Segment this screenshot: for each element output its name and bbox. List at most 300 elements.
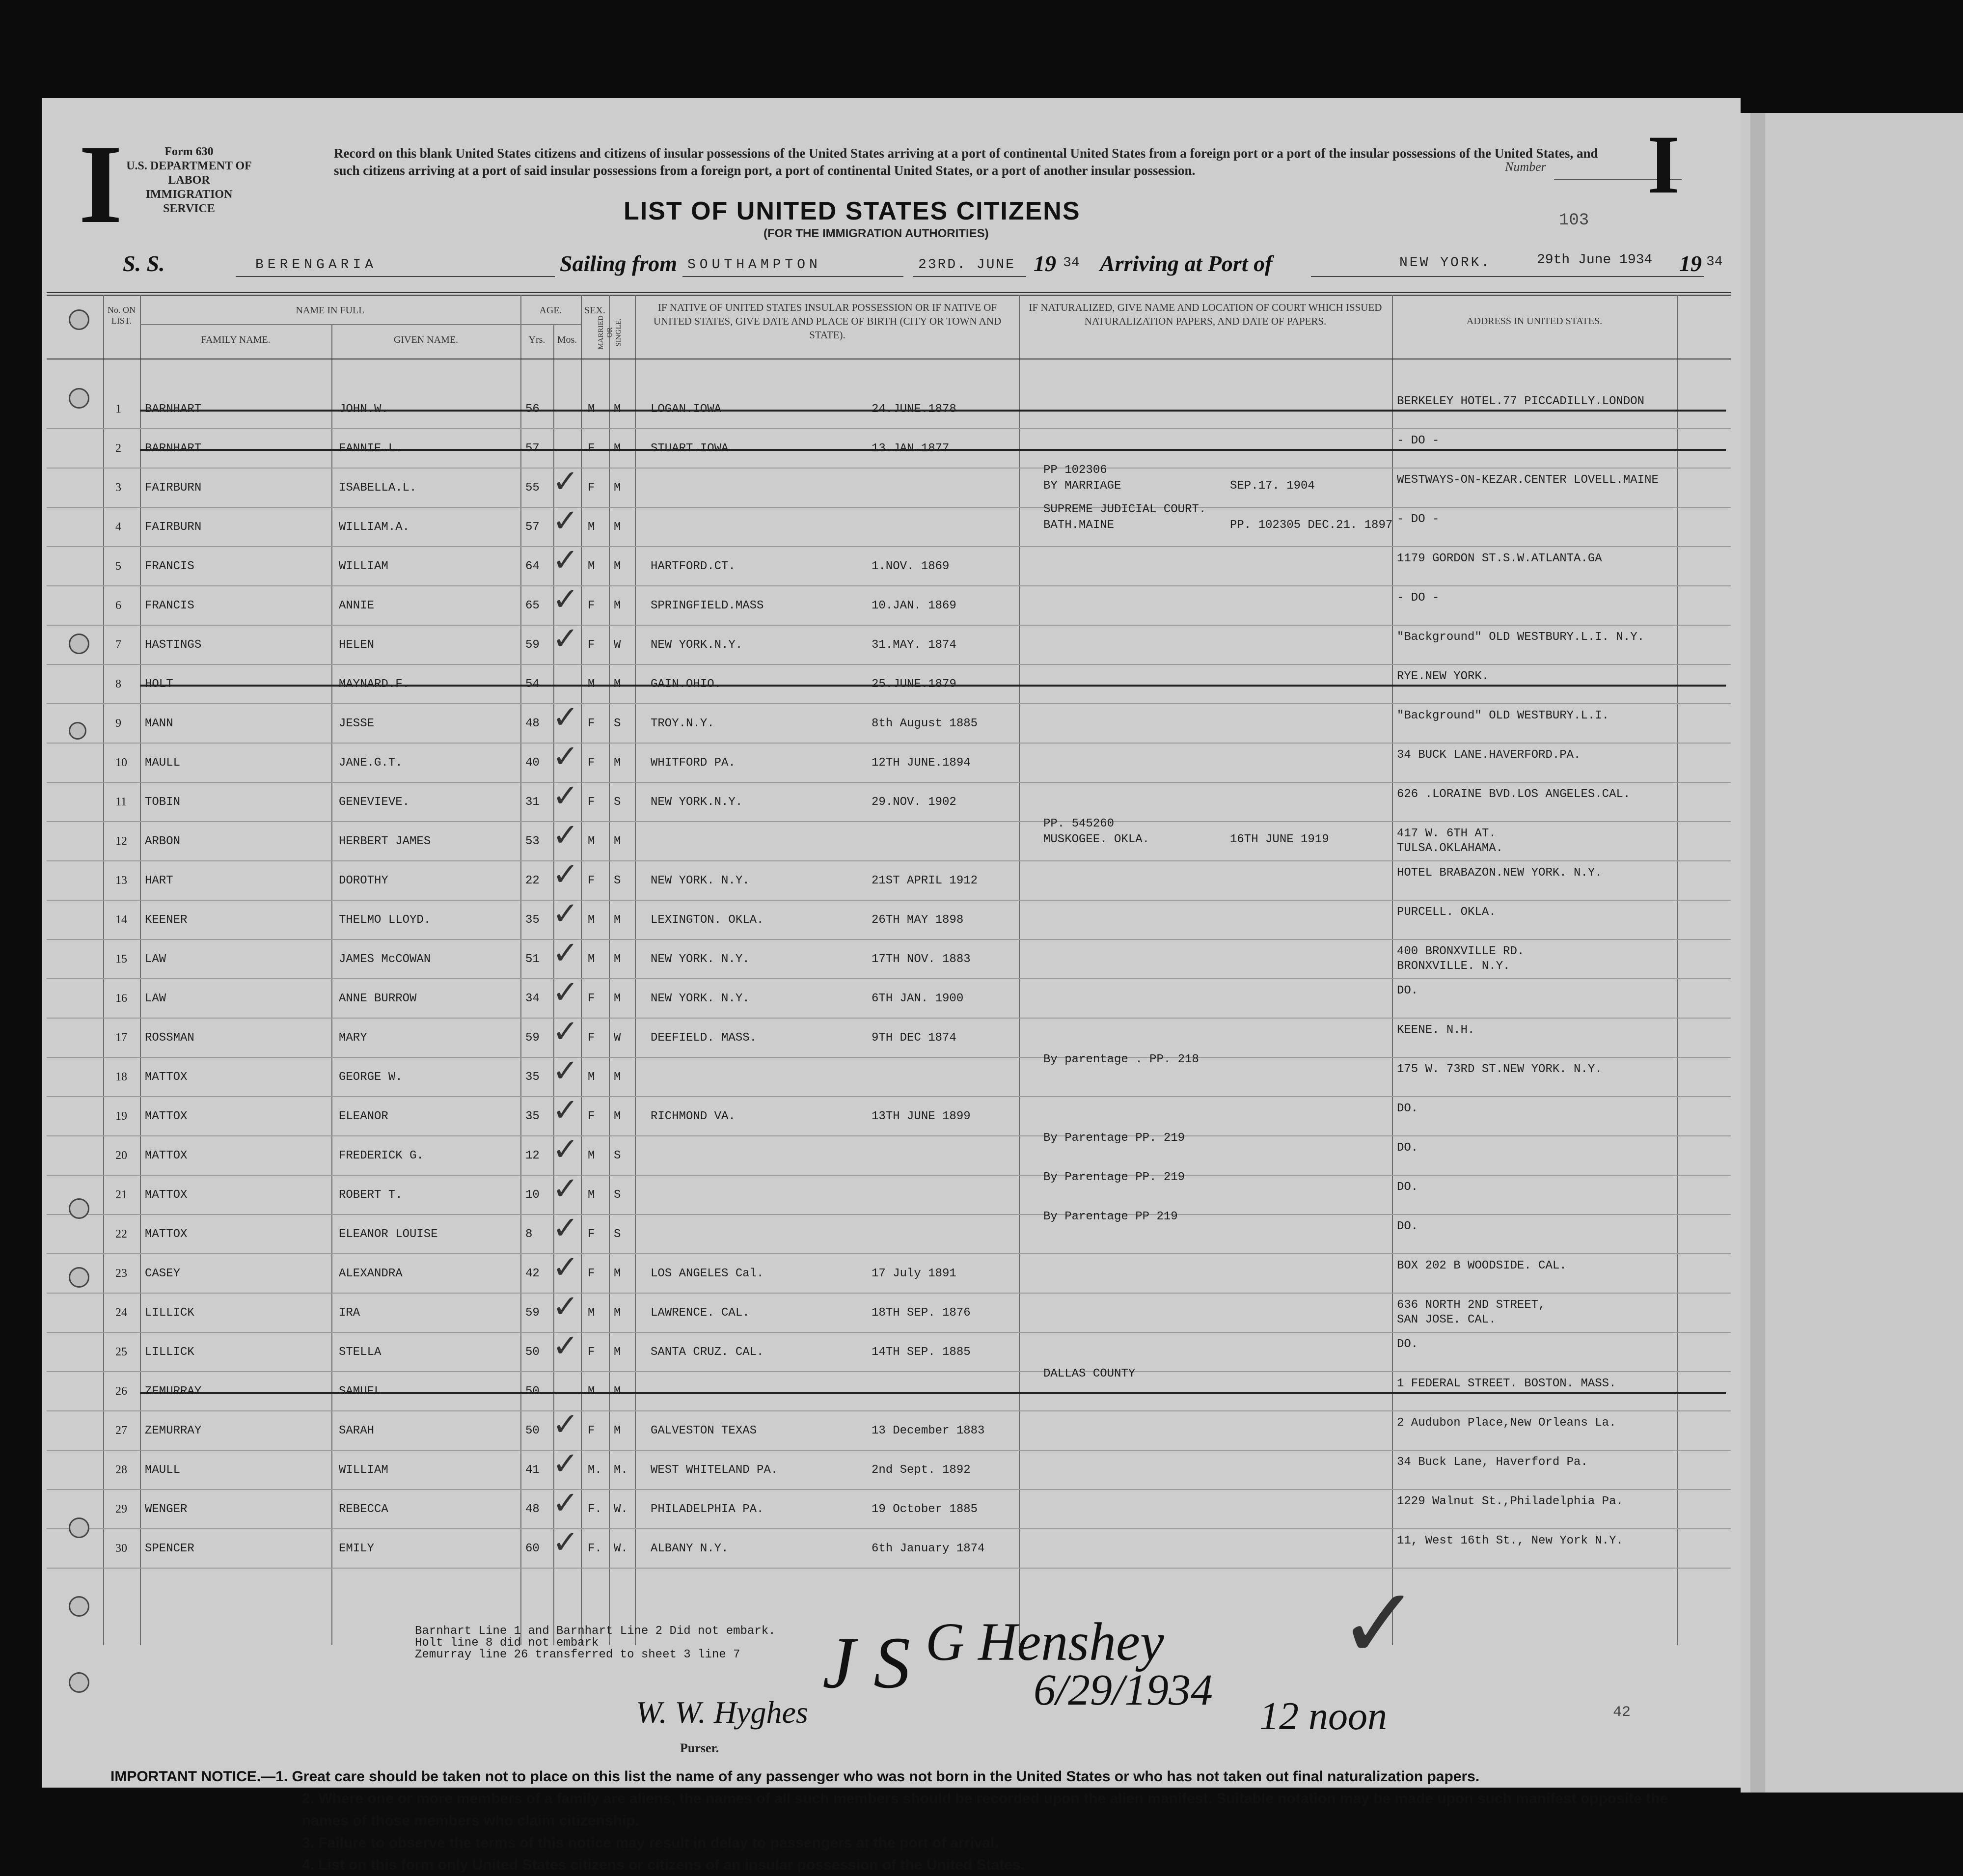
form-info bbox=[125, 145, 253, 216]
address-line-1: 626 .LORAINE BVD.LOS ANGELES.CAL. bbox=[1397, 788, 1631, 801]
sex: F bbox=[588, 638, 595, 652]
signature-date: 6/29/1934 bbox=[1034, 1666, 1213, 1714]
birth-place: HARTFORD.CT. bbox=[651, 560, 736, 573]
sex: M bbox=[588, 953, 595, 966]
row-rule bbox=[47, 546, 1731, 547]
check-mark: ✓ bbox=[552, 1328, 579, 1363]
check-mark: ✓ bbox=[552, 582, 579, 617]
birth-date: 8th August 1885 bbox=[872, 717, 978, 730]
row-rule bbox=[47, 1410, 1731, 1411]
adjacent-sheet bbox=[1741, 113, 1963, 1793]
stamp-number: 103 bbox=[1559, 211, 1589, 230]
family-name: ZEMURRAY bbox=[145, 1424, 202, 1437]
sex: F. bbox=[588, 1542, 602, 1555]
row-rule bbox=[47, 939, 1731, 940]
marital-status: M bbox=[614, 560, 621, 573]
row-rule bbox=[47, 1018, 1731, 1019]
row-rule bbox=[47, 1096, 1731, 1097]
family-name: MAULL bbox=[145, 1463, 181, 1477]
address-line-2: SAN JOSE. CAL. bbox=[1397, 1313, 1496, 1326]
address-line-1: DO. bbox=[1397, 984, 1418, 997]
address-line-1: BERKELEY HOTEL.77 PICCADILLY.LONDON bbox=[1397, 395, 1645, 408]
check-mark: ✓ bbox=[552, 818, 579, 853]
address-line-1: 2 Audubon Place,New Orleans La. bbox=[1397, 1416, 1616, 1430]
age-years: 60 bbox=[525, 1542, 540, 1555]
row-rule bbox=[47, 1175, 1731, 1176]
row-number: 7 bbox=[115, 638, 121, 651]
birth-date: 13 December 1883 bbox=[872, 1424, 985, 1437]
birth-place: LEXINGTON. OKLA. bbox=[651, 913, 764, 927]
address-line-1: HOTEL BRABAZON.NEW YORK. N.Y. bbox=[1397, 866, 1602, 880]
col-address: ADDRESS IN UNITED STATES. bbox=[1466, 316, 1603, 327]
birth-date: 2nd Sept. 1892 bbox=[872, 1463, 971, 1477]
table-row bbox=[42, 434, 1741, 475]
family-name: LILLICK bbox=[145, 1306, 194, 1320]
family-name: MATTOX bbox=[145, 1110, 188, 1123]
age-years: 59 bbox=[525, 638, 540, 652]
table-row bbox=[42, 1093, 1741, 1143]
birth-date: 29.NOV. 1902 bbox=[872, 796, 956, 809]
check-mark: ✓ bbox=[552, 896, 579, 931]
col-no: No. ON LIST. bbox=[108, 305, 136, 326]
form-service: IMMIGRATION SERVICE bbox=[145, 188, 233, 215]
table-row bbox=[42, 1171, 1741, 1222]
given-name: SARAH bbox=[339, 1424, 375, 1437]
marital-status: M bbox=[614, 953, 621, 966]
sex: M bbox=[588, 1071, 595, 1084]
row-rule bbox=[47, 1057, 1731, 1058]
family-name: HART bbox=[145, 874, 173, 887]
address-line-1: - DO - bbox=[1397, 513, 1440, 526]
adjacent-sheet-edge bbox=[1750, 113, 1765, 1793]
family-name: FRANCIS bbox=[145, 599, 194, 612]
year2-prefix: 19 bbox=[1679, 251, 1702, 276]
check-mark: ✓ bbox=[552, 1132, 579, 1167]
age-years: 48 bbox=[525, 1503, 540, 1516]
family-name: MATTOX bbox=[145, 1149, 188, 1162]
marital-status: W bbox=[614, 1031, 621, 1045]
marital-status: M bbox=[614, 1306, 621, 1320]
table-row bbox=[42, 670, 1741, 711]
check-mark: ✓ bbox=[552, 700, 579, 735]
naturalization-line-2: BY MARRIAGE bbox=[1043, 479, 1121, 493]
punch-hole bbox=[69, 388, 89, 409]
family-name: ARBON bbox=[145, 835, 181, 848]
family-name: LILLICK bbox=[145, 1346, 194, 1359]
check-mark: ✓ bbox=[552, 739, 579, 774]
birth-place: WHITFORD PA. bbox=[651, 756, 736, 770]
given-name: ANNIE bbox=[339, 599, 375, 612]
check-mark: ✓ bbox=[552, 1446, 579, 1481]
family-name: FRANCIS bbox=[145, 560, 194, 573]
birth-date: 10.JAN. 1869 bbox=[872, 599, 956, 612]
given-name: JAMES McCOWAN bbox=[339, 953, 431, 966]
given-name: ALEXANDRA bbox=[339, 1267, 403, 1280]
given-name: MARY bbox=[339, 1031, 367, 1045]
col-age: AGE. bbox=[539, 305, 562, 316]
naturalization-line-1: SUPREME JUDICIAL COURT. bbox=[1043, 503, 1206, 516]
sex: M bbox=[588, 1306, 595, 1320]
sex: F bbox=[588, 796, 595, 809]
age-years: 55 bbox=[525, 481, 540, 495]
ss-label: S. S. bbox=[123, 251, 165, 276]
year2-suffix: 34 bbox=[1706, 254, 1723, 270]
birth-date: 26TH MAY 1898 bbox=[872, 913, 964, 927]
check-mark: ✓ bbox=[552, 1014, 579, 1049]
address-line-1: PURCELL. OKLA. bbox=[1397, 906, 1496, 919]
birth-date: 14TH SEP. 1885 bbox=[872, 1346, 971, 1359]
side-mark-left: I bbox=[79, 121, 123, 247]
address-line-1: DO. bbox=[1397, 1102, 1418, 1115]
birth-place: SANTA CRUZ. CAL. bbox=[651, 1346, 764, 1359]
address-line-1: 11, West 16th St., New York N.Y. bbox=[1397, 1534, 1623, 1547]
age-years: 57 bbox=[525, 521, 540, 534]
birth-place: ALBANY N.Y. bbox=[651, 1542, 729, 1555]
row-number: 12 bbox=[115, 835, 127, 848]
given-name: IRA bbox=[339, 1306, 360, 1320]
note-2: Holt line 8 did not embark bbox=[415, 1636, 599, 1650]
col-mos: Mos. bbox=[557, 334, 577, 345]
address-line-1: 34 Buck Lane, Haverford Pa. bbox=[1397, 1456, 1588, 1469]
row-number: 10 bbox=[115, 756, 127, 769]
given-name: REBECCA bbox=[339, 1503, 388, 1516]
check-mark: ✓ bbox=[552, 621, 579, 656]
marital-status: M. bbox=[614, 1463, 628, 1477]
address-line-1: "Background" OLD WESTBURY.L.I. bbox=[1397, 709, 1609, 722]
sex: F bbox=[588, 874, 595, 887]
age-years: 40 bbox=[525, 756, 540, 770]
punch-hole bbox=[69, 309, 89, 330]
row-number: 15 bbox=[115, 953, 127, 966]
col-name-in-full: NAME IN FULL bbox=[296, 305, 365, 316]
family-name: MATTOX bbox=[145, 1188, 188, 1202]
page-number: 42 bbox=[1613, 1704, 1631, 1721]
row-number: 27 bbox=[115, 1424, 127, 1437]
sex: M bbox=[588, 1188, 595, 1202]
row-number: 25 bbox=[115, 1346, 127, 1358]
family-name: MAULL bbox=[145, 756, 181, 770]
row-number: 13 bbox=[115, 874, 127, 887]
address-line-1: DO. bbox=[1397, 1220, 1418, 1233]
year-suffix: 34 bbox=[1063, 255, 1080, 271]
row-number: 28 bbox=[115, 1463, 127, 1476]
family-name: HASTINGS bbox=[145, 638, 202, 652]
form-number: Form 630 bbox=[164, 145, 214, 158]
table-row bbox=[42, 1053, 1741, 1104]
check-mark: ✓ bbox=[552, 1053, 579, 1088]
birth-place: NEW YORK. N.Y. bbox=[651, 874, 750, 887]
sex: F bbox=[588, 1031, 595, 1045]
birth-place: GALVESTON TEXAS bbox=[651, 1424, 757, 1437]
age-years: 35 bbox=[525, 1110, 540, 1123]
embark-notes bbox=[415, 1626, 776, 1661]
birth-date: 18TH SEP. 1876 bbox=[872, 1306, 971, 1320]
marital-status: S bbox=[614, 1188, 621, 1202]
table-row bbox=[42, 936, 1741, 986]
row-rule bbox=[47, 585, 1731, 586]
row-number: 21 bbox=[115, 1188, 127, 1201]
row-rule bbox=[47, 664, 1731, 665]
birth-date: 17TH NOV. 1883 bbox=[872, 953, 971, 966]
age-years: 51 bbox=[525, 953, 540, 966]
row-rule bbox=[47, 1450, 1731, 1451]
table-row bbox=[42, 621, 1741, 672]
age-years: 31 bbox=[525, 796, 540, 809]
family-name: LAW bbox=[145, 953, 166, 966]
age-years: 12 bbox=[525, 1149, 540, 1162]
address-line-1: 1179 GORDON ST.S.W.ATLANTA.GA bbox=[1397, 552, 1602, 565]
age-years: 41 bbox=[525, 1463, 540, 1477]
address-line-1: DO. bbox=[1397, 1338, 1418, 1351]
age-years: 64 bbox=[525, 560, 540, 573]
given-name: STELLA bbox=[339, 1346, 382, 1359]
table-row bbox=[42, 739, 1741, 790]
family-name: FAIRBURN bbox=[145, 521, 202, 534]
row-rule bbox=[47, 860, 1731, 861]
row-rule bbox=[47, 625, 1731, 626]
row-rule bbox=[47, 1253, 1731, 1254]
row-rule bbox=[47, 1371, 1731, 1372]
table-row bbox=[42, 1328, 1741, 1379]
check-mark: ✓ bbox=[552, 543, 579, 578]
given-name: WILLIAM bbox=[339, 1463, 388, 1477]
birth-date: 1.NOV. 1869 bbox=[872, 560, 950, 573]
row-number: 8 bbox=[115, 678, 121, 690]
strikethrough-line bbox=[140, 449, 1726, 451]
birth-place: NEW YORK. N.Y. bbox=[651, 953, 750, 966]
strikethrough-line bbox=[140, 1392, 1726, 1394]
naturalization-line-3: SEP.17. 1904 bbox=[1230, 479, 1315, 493]
row-rule bbox=[47, 703, 1731, 704]
sex: M bbox=[588, 521, 595, 534]
arriving-label: Arriving at Port of bbox=[1100, 251, 1273, 276]
strikethrough-line bbox=[140, 410, 1726, 412]
row-rule bbox=[47, 900, 1731, 901]
form-department: U.S. DEPARTMENT OF LABOR bbox=[126, 160, 252, 187]
table-row bbox=[42, 700, 1741, 750]
table-row bbox=[42, 1367, 1741, 1418]
age-years: 50 bbox=[525, 1424, 540, 1437]
address-line-1: DO. bbox=[1397, 1181, 1418, 1194]
check-mark: ✓ bbox=[552, 1407, 579, 1442]
row-number: 2 bbox=[115, 442, 121, 455]
punch-hole bbox=[69, 1596, 89, 1617]
inspector-signature: G Henshey bbox=[926, 1612, 1164, 1672]
table-row bbox=[42, 1131, 1741, 1183]
record-instructions: Record on this blank United States citizens and citizens of insular possessions of the United States arriving at a port of continental United States from a foreign port or a port of the insular possessions of the United States, and such citizens arriving at a port of said insular possessions from a foreign port, a port of continental United States, or a port of another insular possession. bbox=[334, 146, 1598, 178]
table-row bbox=[42, 975, 1741, 1025]
marital-status: M bbox=[614, 835, 621, 848]
naturalization-line-3: PP. 102305 DEC.21. 1897 bbox=[1230, 519, 1393, 532]
age-years: 10 bbox=[525, 1188, 540, 1202]
punch-hole bbox=[69, 634, 89, 654]
row-number: 22 bbox=[115, 1228, 127, 1241]
row-rule bbox=[47, 1214, 1731, 1215]
family-name: TOBIN bbox=[145, 796, 181, 809]
marital-status: W bbox=[614, 638, 621, 652]
col-sex: SEX. bbox=[584, 305, 605, 316]
row-rule bbox=[47, 1489, 1731, 1490]
table-row bbox=[42, 1250, 1741, 1300]
row-rule bbox=[47, 978, 1731, 979]
table-row bbox=[42, 1289, 1741, 1340]
sex: M. bbox=[588, 1463, 602, 1477]
address-line-1: 1 FEDERAL STREET. BOSTON. MASS. bbox=[1397, 1377, 1616, 1390]
address-line-2: TULSA.OKLAHAMA. bbox=[1397, 842, 1503, 855]
row-number: 17 bbox=[115, 1031, 127, 1044]
age-years: 53 bbox=[525, 835, 540, 848]
marital-status: M bbox=[614, 913, 621, 927]
col-birth: IF NATIVE OF UNITED STATES INSULAR POSSESSION OR IF NATIVE OF UNITED STATES, GIVE DATE AND PLACE OF BIRTH (CITY OR TOWN AND STATE). bbox=[653, 302, 1002, 341]
row-number: 1 bbox=[115, 403, 121, 415]
naturalization-line-1: PP 102306 bbox=[1043, 464, 1107, 477]
table-row bbox=[42, 1407, 1741, 1458]
address-line-2: BRONXVILLE. N.Y. bbox=[1397, 960, 1510, 973]
table-row bbox=[42, 1525, 1741, 1575]
address-line-1: 175 W. 73RD ST.NEW YORK. N.Y. bbox=[1397, 1063, 1602, 1076]
marital-status: M bbox=[614, 1267, 621, 1280]
col-family-name: FAMILY NAME. bbox=[201, 334, 271, 345]
sex: M bbox=[588, 835, 595, 848]
large-check-mark: ✓ bbox=[1338, 1571, 1420, 1679]
given-name: JANE.G.T. bbox=[339, 756, 403, 770]
address-line-1: 636 NORTH 2ND STREET, bbox=[1397, 1298, 1546, 1312]
given-name: THELMO LLOYD. bbox=[339, 913, 431, 927]
birth-place: PHILADELPHIA PA. bbox=[651, 1503, 764, 1516]
marital-status: S bbox=[614, 717, 621, 730]
check-mark: ✓ bbox=[552, 1171, 579, 1206]
address-line-1: 1229 Walnut St.,Philadelphia Pa. bbox=[1397, 1495, 1623, 1508]
punch-hole bbox=[69, 1672, 89, 1693]
row-number: 30 bbox=[115, 1542, 127, 1555]
age-years: 35 bbox=[525, 913, 540, 927]
punch-hole bbox=[69, 1267, 89, 1288]
sex: M bbox=[588, 913, 595, 927]
marital-status: M bbox=[614, 481, 621, 495]
col-naturalized: IF NATURALIZED, GIVE NAME AND LOCATION OF COURT WHICH ISSUED NATURALIZATION PAPERS, AND DATE OF PAPERS. bbox=[1029, 302, 1382, 327]
marital-status: M bbox=[614, 521, 621, 534]
row-rule bbox=[47, 468, 1731, 469]
given-name: JESSE bbox=[339, 717, 375, 730]
naturalization-line-1: DALLAS COUNTY bbox=[1043, 1367, 1136, 1380]
sex: F bbox=[588, 717, 595, 730]
table-row bbox=[42, 464, 1741, 515]
check-mark: ✓ bbox=[552, 975, 579, 1010]
from-port: SOUTHAMPTON bbox=[687, 257, 821, 273]
given-name: WILLIAM bbox=[339, 560, 388, 573]
row-number: 3 bbox=[115, 481, 121, 494]
address-line-1: 400 BRONXVILLE RD. bbox=[1397, 945, 1525, 958]
birth-date: 6TH JAN. 1900 bbox=[872, 992, 964, 1005]
document-subtitle: (FOR THE IMMIGRATION AUTHORITIES) bbox=[763, 227, 989, 240]
check-mark: ✓ bbox=[552, 857, 579, 892]
address-line-1: RYE.NEW YORK. bbox=[1397, 670, 1489, 683]
family-name: ROSSMAN bbox=[145, 1031, 194, 1045]
given-name: FREDERICK G. bbox=[339, 1149, 424, 1162]
table-row bbox=[42, 543, 1741, 593]
row-rule bbox=[47, 428, 1731, 429]
birth-date: 9TH DEC 1874 bbox=[872, 1031, 956, 1045]
naturalization-line-1: By Parentage PP 219 bbox=[1043, 1210, 1178, 1223]
marital-status: S bbox=[614, 796, 621, 809]
row-number: 18 bbox=[115, 1071, 127, 1083]
notice-item-2: 2. Where one or more members of a family are aliens, the names of all such members should be recorded upon the alien manifest. Suitable notation may be made upon such manifest opposite the names of those members who claim citizenship. bbox=[302, 1791, 1668, 1829]
family-name: LAW bbox=[145, 992, 166, 1005]
check-mark: ✓ bbox=[552, 936, 579, 970]
given-name: ROBERT T. bbox=[339, 1188, 403, 1202]
address-line-1: WESTWAYS-ON-KEZAR.CENTER LOVELL.MAINE bbox=[1397, 473, 1659, 487]
birth-date: 12TH JUNE.1894 bbox=[872, 756, 971, 770]
sex: M bbox=[588, 1149, 595, 1162]
birth-place: WEST WHITELAND PA. bbox=[651, 1463, 778, 1477]
marital-status: S bbox=[614, 1149, 621, 1162]
age-years: 50 bbox=[525, 1346, 540, 1359]
family-name: WENGER bbox=[145, 1503, 188, 1516]
sex: F bbox=[588, 1228, 595, 1241]
birth-place: TROY.N.Y. bbox=[651, 717, 714, 730]
age-years: 22 bbox=[525, 874, 540, 887]
row-number: 9 bbox=[115, 717, 121, 730]
naturalization-line-1: By parentage . PP. 218 bbox=[1043, 1053, 1199, 1066]
manifest-sheet bbox=[42, 98, 1741, 1873]
sex: F bbox=[588, 481, 595, 495]
given-name: ELEANOR bbox=[339, 1110, 388, 1123]
table-row bbox=[42, 503, 1741, 554]
check-mark: ✓ bbox=[552, 503, 579, 538]
arrival-date: 29th June 1934 bbox=[1537, 252, 1653, 268]
row-rule bbox=[47, 1528, 1731, 1529]
naturalization-line-1: By Parentage PP. 219 bbox=[1043, 1171, 1185, 1184]
family-name: SPENCER bbox=[145, 1542, 194, 1555]
punch-hole bbox=[69, 722, 86, 740]
signature-time: 12 noon bbox=[1259, 1695, 1387, 1738]
check-mark: ✓ bbox=[552, 1211, 579, 1245]
birth-date: 6th January 1874 bbox=[872, 1542, 985, 1555]
sex: F bbox=[588, 1346, 595, 1359]
age-years: 42 bbox=[525, 1267, 540, 1280]
strikethrough-line bbox=[140, 685, 1726, 687]
birth-place: DEEFIELD. MASS. bbox=[651, 1031, 757, 1045]
sex: F bbox=[588, 1110, 595, 1123]
note-1: Barnhart Line 1 and Barnhart Line 2 Did not embark. bbox=[415, 1625, 776, 1638]
given-name: HELEN bbox=[339, 638, 375, 652]
address-line-1: KEENE. N.H. bbox=[1397, 1023, 1475, 1037]
age-years: 59 bbox=[525, 1031, 540, 1045]
sailing-label: Sailing from bbox=[560, 251, 678, 276]
note-3: Zemurray line 26 transferred to sheet 3 line 7 bbox=[415, 1648, 740, 1661]
table-row bbox=[42, 582, 1741, 633]
marital-status: S bbox=[614, 874, 621, 887]
age-years: 34 bbox=[525, 992, 540, 1005]
family-name: FAIRBURN bbox=[145, 481, 202, 495]
check-mark: ✓ bbox=[552, 1289, 579, 1324]
row-rule bbox=[47, 1332, 1731, 1333]
family-name: MANN bbox=[145, 717, 173, 730]
age-years: 48 bbox=[525, 717, 540, 730]
address-line-1: - DO - bbox=[1397, 591, 1440, 605]
important-notice: IMPORTANT NOTICE.—1. Great care should be taken not to place on this list the name of any passenger who was not born in the United States or who has not taken out final naturalization papers. 2. Where one or more members of a family are aliens, the names of all such members should be recorded upon the alien manifest. Suitable notation may be made upon such manifest opposite the names of those members who claim citizenship. 3. Failure to observe the terms of this notice may result in delay to passengers at the port of arrival. 4. List on this form only United States citizens or citizens of an insular possession of the United States. bbox=[110, 1766, 1682, 1876]
check-mark: ✓ bbox=[552, 1093, 579, 1128]
family-name: KEENER bbox=[145, 913, 188, 927]
table-row bbox=[42, 1210, 1741, 1261]
year-prefix: 19 bbox=[1034, 251, 1056, 276]
birth-place: NEW YORK.N.Y. bbox=[651, 796, 743, 809]
age-years: 65 bbox=[525, 599, 540, 612]
check-mark: ✓ bbox=[552, 1525, 579, 1560]
row-number: 4 bbox=[115, 521, 121, 533]
given-name: HERBERT JAMES bbox=[339, 835, 431, 848]
table-row bbox=[42, 817, 1741, 868]
